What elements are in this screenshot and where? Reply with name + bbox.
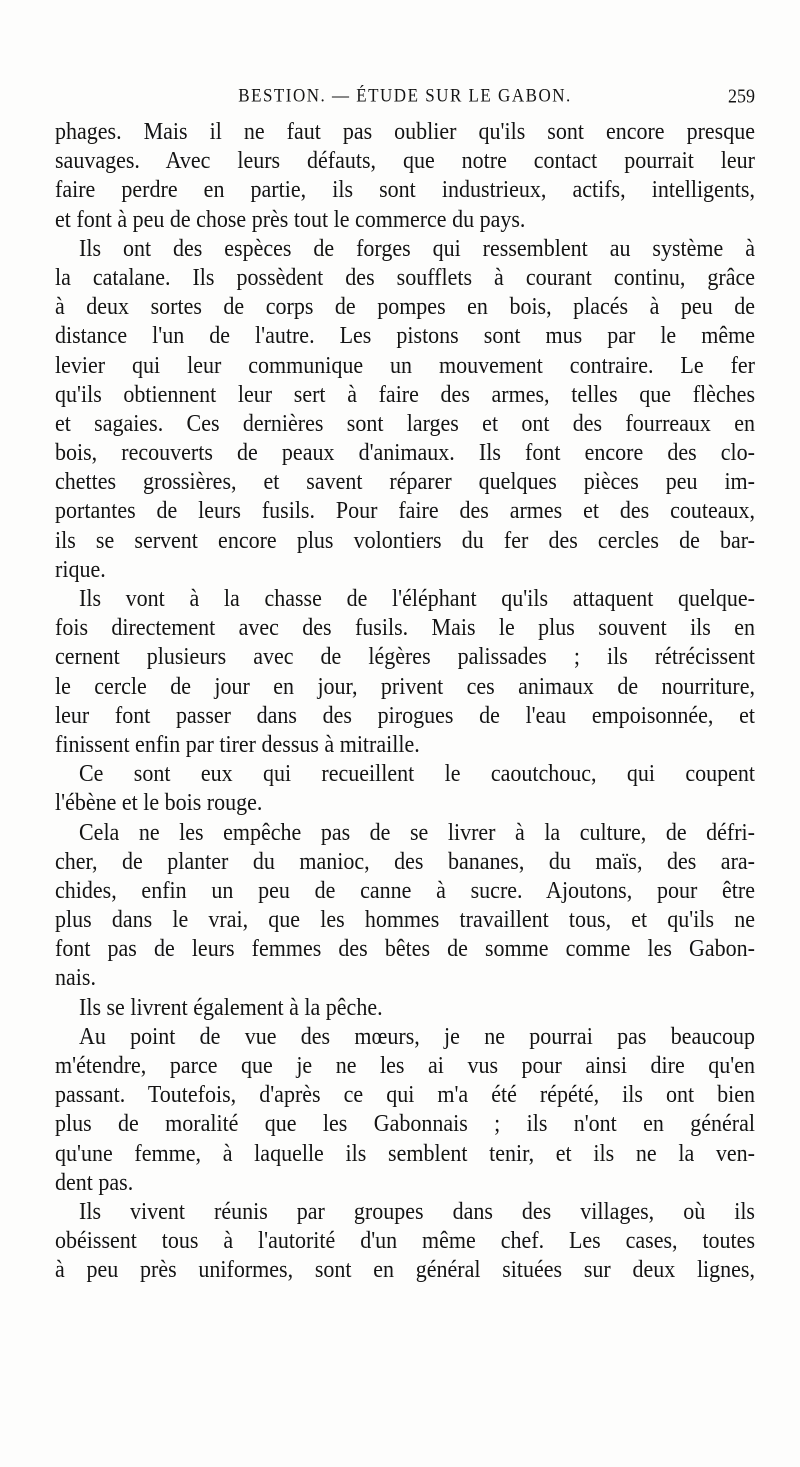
text-line: à peu près uniformes, sont en général situées sur deux lignes, <box>55 1254 755 1283</box>
text-line: Ils vont à la chasse de l'éléphant qu'ils attaquent quelque- <box>79 583 755 612</box>
text-line: levier qui leur communique un mouvement contraire. Le fer <box>55 349 755 378</box>
text-line: m'étendre, parce que je ne les ai vus pour ainsi dire qu'en <box>55 1050 755 1079</box>
page-number: 259 <box>728 84 755 108</box>
text-line: sauvages. Avec leurs défauts, que notre contact pourrait leur <box>55 145 755 174</box>
text-line: bois, recouverts de peaux d'animaux. Ils font encore des clo- <box>55 437 755 466</box>
text-line: font pas de leurs femmes des bêtes de somme comme les Gabon- <box>55 933 755 962</box>
text-line: Ce sont eux qui recueillent le caoutchouc, qui coupent <box>79 758 755 787</box>
running-head <box>55 86 755 110</box>
text-line: plus dans le vrai, que les hommes travaillent tous, et qu'ils ne <box>55 904 755 933</box>
text-line: distance l'un de l'autre. Les pistons sont mus par le même <box>55 320 755 349</box>
text-line: passant. Toutefois, d'après ce qui m'a été répété, ils ont bien <box>55 1079 755 1108</box>
text-line: qu'ils obtiennent leur sert à faire des armes, telles que flèches <box>55 379 755 408</box>
text-line: rique. <box>55 554 106 583</box>
text-line: leur font passer dans des pirogues de l'eau empoisonnée, et <box>55 700 755 729</box>
text-line: l'ébène et le bois rouge. <box>55 787 263 816</box>
text-line: Ils se livrent également à la pêche. <box>79 992 383 1021</box>
text-line: Ils ont des espèces de forges qui ressemblent au système à <box>79 233 755 262</box>
text-line: fois directement avec des fusils. Mais le plus souvent ils en <box>55 612 755 641</box>
text-line: obéissent tous à l'autorité d'un même chef. Les cases, toutes <box>55 1225 755 1254</box>
text-line: cernent plusieurs avec de légères palissades ; ils rétrécissent <box>55 641 755 670</box>
text-line: nais. <box>55 962 96 991</box>
text-line: finissent enfin par tirer dessus à mitraille. <box>55 729 420 758</box>
text-line: dent pas. <box>55 1167 134 1196</box>
text-line: qu'une femme, à laquelle ils semblent tenir, et ils ne la ven- <box>55 1138 755 1167</box>
text-line: et font à peu de chose près tout le commerce du pays. <box>55 204 526 233</box>
text-line: Au point de vue des mœurs, je ne pourrai pas beaucoup <box>79 1021 755 1050</box>
text-line: chettes grossières, et savent réparer quelques pièces peu im- <box>55 466 755 495</box>
text-line: Ils vivent réunis par groupes dans des villages, où ils <box>79 1196 755 1225</box>
text-line: chides, enfin un peu de canne à sucre. Ajoutons, pour être <box>55 875 755 904</box>
text-line: à deux sortes de corps de pompes en bois, placés à peu de <box>55 291 755 320</box>
text-line: portantes de leurs fusils. Pour faire des armes et des couteaux, <box>55 495 755 524</box>
text-line: cher, de planter du manioc, des bananes, du maïs, des ara- <box>55 846 755 875</box>
text-line: la catalane. Ils possèdent des soufflets à courant continu, grâce <box>55 262 755 291</box>
text-line: et sagaies. Ces dernières sont larges et ont des fourreaux en <box>55 408 755 437</box>
text-line: phages. Mais il ne faut pas oublier qu'ils sont encore presque <box>55 116 755 145</box>
body-text <box>55 116 755 1284</box>
text-line: Cela ne les empêche pas de se livrer à la culture, de défri- <box>79 816 755 845</box>
text-line: plus de moralité que les Gabonnais ; ils n'ont en général <box>55 1108 755 1137</box>
text-line: faire perdre en partie, ils sont industrieux, actifs, intelligents, <box>55 174 755 203</box>
text-line: le cercle de jour en jour, privent ces animaux de nourriture, <box>55 671 755 700</box>
text-line: ils se servent encore plus volontiers du fer des cercles de bar- <box>55 525 755 554</box>
running-title: BESTION. — ÉTUDE SUR LE GABON. <box>238 84 572 107</box>
